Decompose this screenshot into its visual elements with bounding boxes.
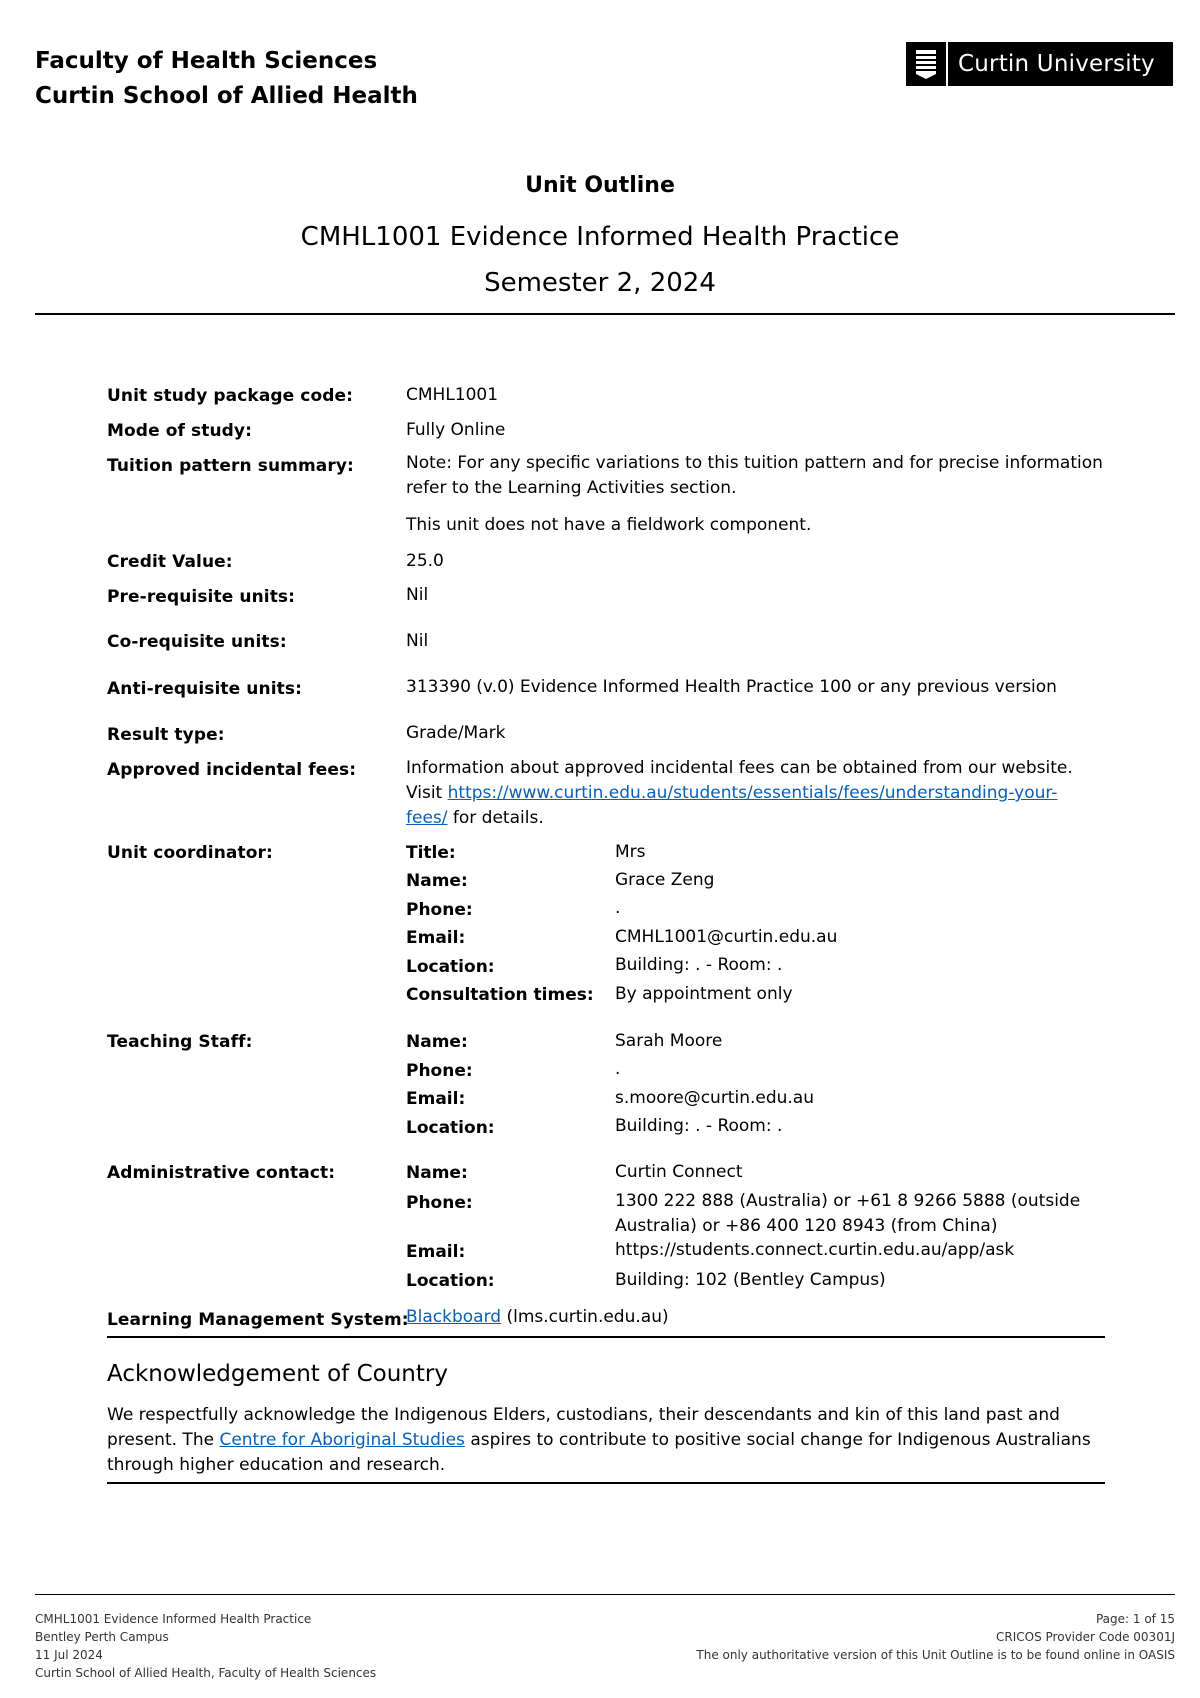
admin-phone-line-1: 1300 222 888 (Australia) or +61 8 9266 5888 (outside (615, 1191, 1081, 1211)
fees-link-cont[interactable]: fees/ (406, 808, 448, 828)
teach-location-value: Building: . - Room: . (615, 1116, 783, 1136)
coord-name-value: Grace Zeng (615, 870, 715, 890)
tuition-note: Note: For any specific variations to this tuition pattern and for precise information refer to the Learning Activities section. (406, 453, 1103, 498)
mode-value: Fully Online (406, 420, 506, 440)
coord-consult-value: By appointment only (615, 984, 793, 1004)
faculty-name: Faculty of Health Sciences (35, 48, 378, 74)
footer-unit: CMHL1001 Evidence Informed Health Practice (35, 1612, 312, 1626)
footer-page: Page: 1 of 15 (1095, 1612, 1175, 1626)
admin-email-value: https://students.connect.curtin.edu.au/app/ask (615, 1240, 1015, 1260)
coord-email-label: Email: (406, 928, 466, 948)
acknowledgement-body (107, 1403, 1107, 1478)
admin-name-value: Curtin Connect (615, 1162, 743, 1182)
fees-link[interactable]: https://www.curtin.edu.au/students/essentials/fees/understanding-your- (447, 783, 1058, 803)
fees-after: for details. (447, 808, 544, 828)
footer-campus: Bentley Perth Campus (35, 1630, 169, 1644)
fees-visit: Visit (406, 783, 448, 803)
acknowledgement-heading: Acknowledgement of Country (107, 1361, 448, 1387)
coord-phone-label: Phone: (406, 900, 473, 920)
lms-value (406, 1305, 669, 1330)
coord-title-label: Title: (406, 843, 456, 863)
admin-label: Administrative contact: (107, 1163, 336, 1183)
admin-phone-label: Phone: (406, 1193, 473, 1213)
result-value: Grade/Mark (406, 723, 506, 743)
coord-name-label: Name: (406, 871, 468, 891)
footer-authoritative: The only authoritative version of this Unit Outline is to be found online in OASIS (696, 1648, 1175, 1662)
teach-name-label: Name: (406, 1032, 468, 1052)
admin-location-label: Location: (406, 1271, 495, 1291)
footer-date: 11 Jul 2024 (35, 1648, 103, 1662)
teach-email-label: Email: (406, 1089, 466, 1109)
fees-label: Approved incidental fees: (107, 760, 357, 780)
teach-email-value: s.moore@curtin.edu.au (615, 1088, 814, 1108)
fees-text: Information about approved incidental fees can be obtained from our website. (406, 758, 1073, 778)
admin-location-value: Building: 102 (Bentley Campus) (615, 1270, 886, 1290)
footer-left (35, 1610, 376, 1682)
coord-location-value: Building: . - Room: . (615, 955, 783, 975)
coord-email-value: CMHL1001@curtin.edu.au (615, 927, 838, 947)
admin-phone-block (615, 1189, 1135, 1239)
doc-type-title: Unit Outline (525, 173, 675, 198)
teach-phone-label: Phone: (406, 1061, 473, 1081)
fees-link-line (406, 781, 1126, 806)
package-code-value: CMHL1001 (406, 385, 499, 405)
footer-right (696, 1610, 1175, 1664)
ack-text-2: aspires to contribute to positive social change for Indigenous Australians through higher education and research. (107, 1430, 1091, 1475)
prereq-label: Pre-requisite units: (107, 587, 296, 607)
lms-after: (lms.curtin.edu.au) (501, 1307, 669, 1327)
coord-phone-value: . (615, 898, 621, 918)
admin-email-label: Email: (406, 1242, 466, 1262)
antireq-value: 313390 (v.0) Evidence Informed Health Practice 100 or any previous version (406, 677, 1057, 697)
admin-name-label: Name: (406, 1163, 468, 1183)
faculty-heading (35, 44, 418, 114)
lms-label: Learning Management System: (107, 1310, 409, 1330)
antireq-label: Anti-requisite units: (107, 679, 302, 699)
ack-text-1: We respectfully acknowledge the Indigenous Elders, custodians, their descendants and kin of this land past and present. The (107, 1405, 1060, 1450)
coord-location-label: Location: (406, 957, 495, 977)
fees-link-line-2 (406, 806, 1126, 831)
centre-aboriginal-studies-link[interactable]: Centre for Aboriginal Studies (219, 1430, 465, 1450)
footer-school: Curtin School of Allied Health, Faculty of Health Sciences (35, 1666, 377, 1680)
tuition-label: Tuition pattern summary: (107, 456, 354, 476)
admin-phone-line-2: Australia) or +86 400 120 8943 (from China) (615, 1216, 998, 1236)
semester-title: Semester 2, 2024 (484, 268, 716, 298)
crest-icon (906, 42, 948, 86)
footer-cricos: CRICOS Provider Code 00301J (996, 1630, 1175, 1644)
coord-title-value: Mrs (615, 842, 646, 862)
coreq-value: Nil (406, 631, 429, 651)
tuition-fieldwork: This unit does not have a fieldwork component. (406, 515, 812, 535)
mode-label: Mode of study: (107, 421, 253, 441)
teach-name-value: Sarah Moore (615, 1031, 723, 1051)
result-label: Result type: (107, 725, 225, 745)
coreq-label: Co-requisite units: (107, 632, 287, 652)
prereq-value: Nil (406, 585, 429, 605)
title-divider (35, 313, 1175, 315)
teach-location-label: Location: (406, 1118, 495, 1138)
credit-value: 25.0 (406, 551, 444, 571)
unit-title: CMHL1001 Evidence Informed Health Practice (300, 222, 900, 252)
logo-wordmark: Curtin University (958, 51, 1155, 77)
school-name: Curtin School of Allied Health (35, 83, 418, 109)
curtin-logo (906, 42, 1173, 86)
coord-consult-label: Consultation times: (406, 985, 594, 1005)
teach-phone-value: . (615, 1059, 621, 1079)
ack-divider (107, 1482, 1105, 1484)
package-code-label: Unit study package code: (107, 386, 354, 406)
fees-block (406, 756, 1126, 831)
coordinator-label: Unit coordinator: (107, 843, 273, 863)
credit-label: Credit Value: (107, 552, 233, 572)
footer-divider (35, 1594, 1175, 1595)
blackboard-link[interactable]: Blackboard (406, 1307, 502, 1327)
teaching-label: Teaching Staff: (107, 1032, 253, 1052)
lms-divider (107, 1336, 1105, 1338)
